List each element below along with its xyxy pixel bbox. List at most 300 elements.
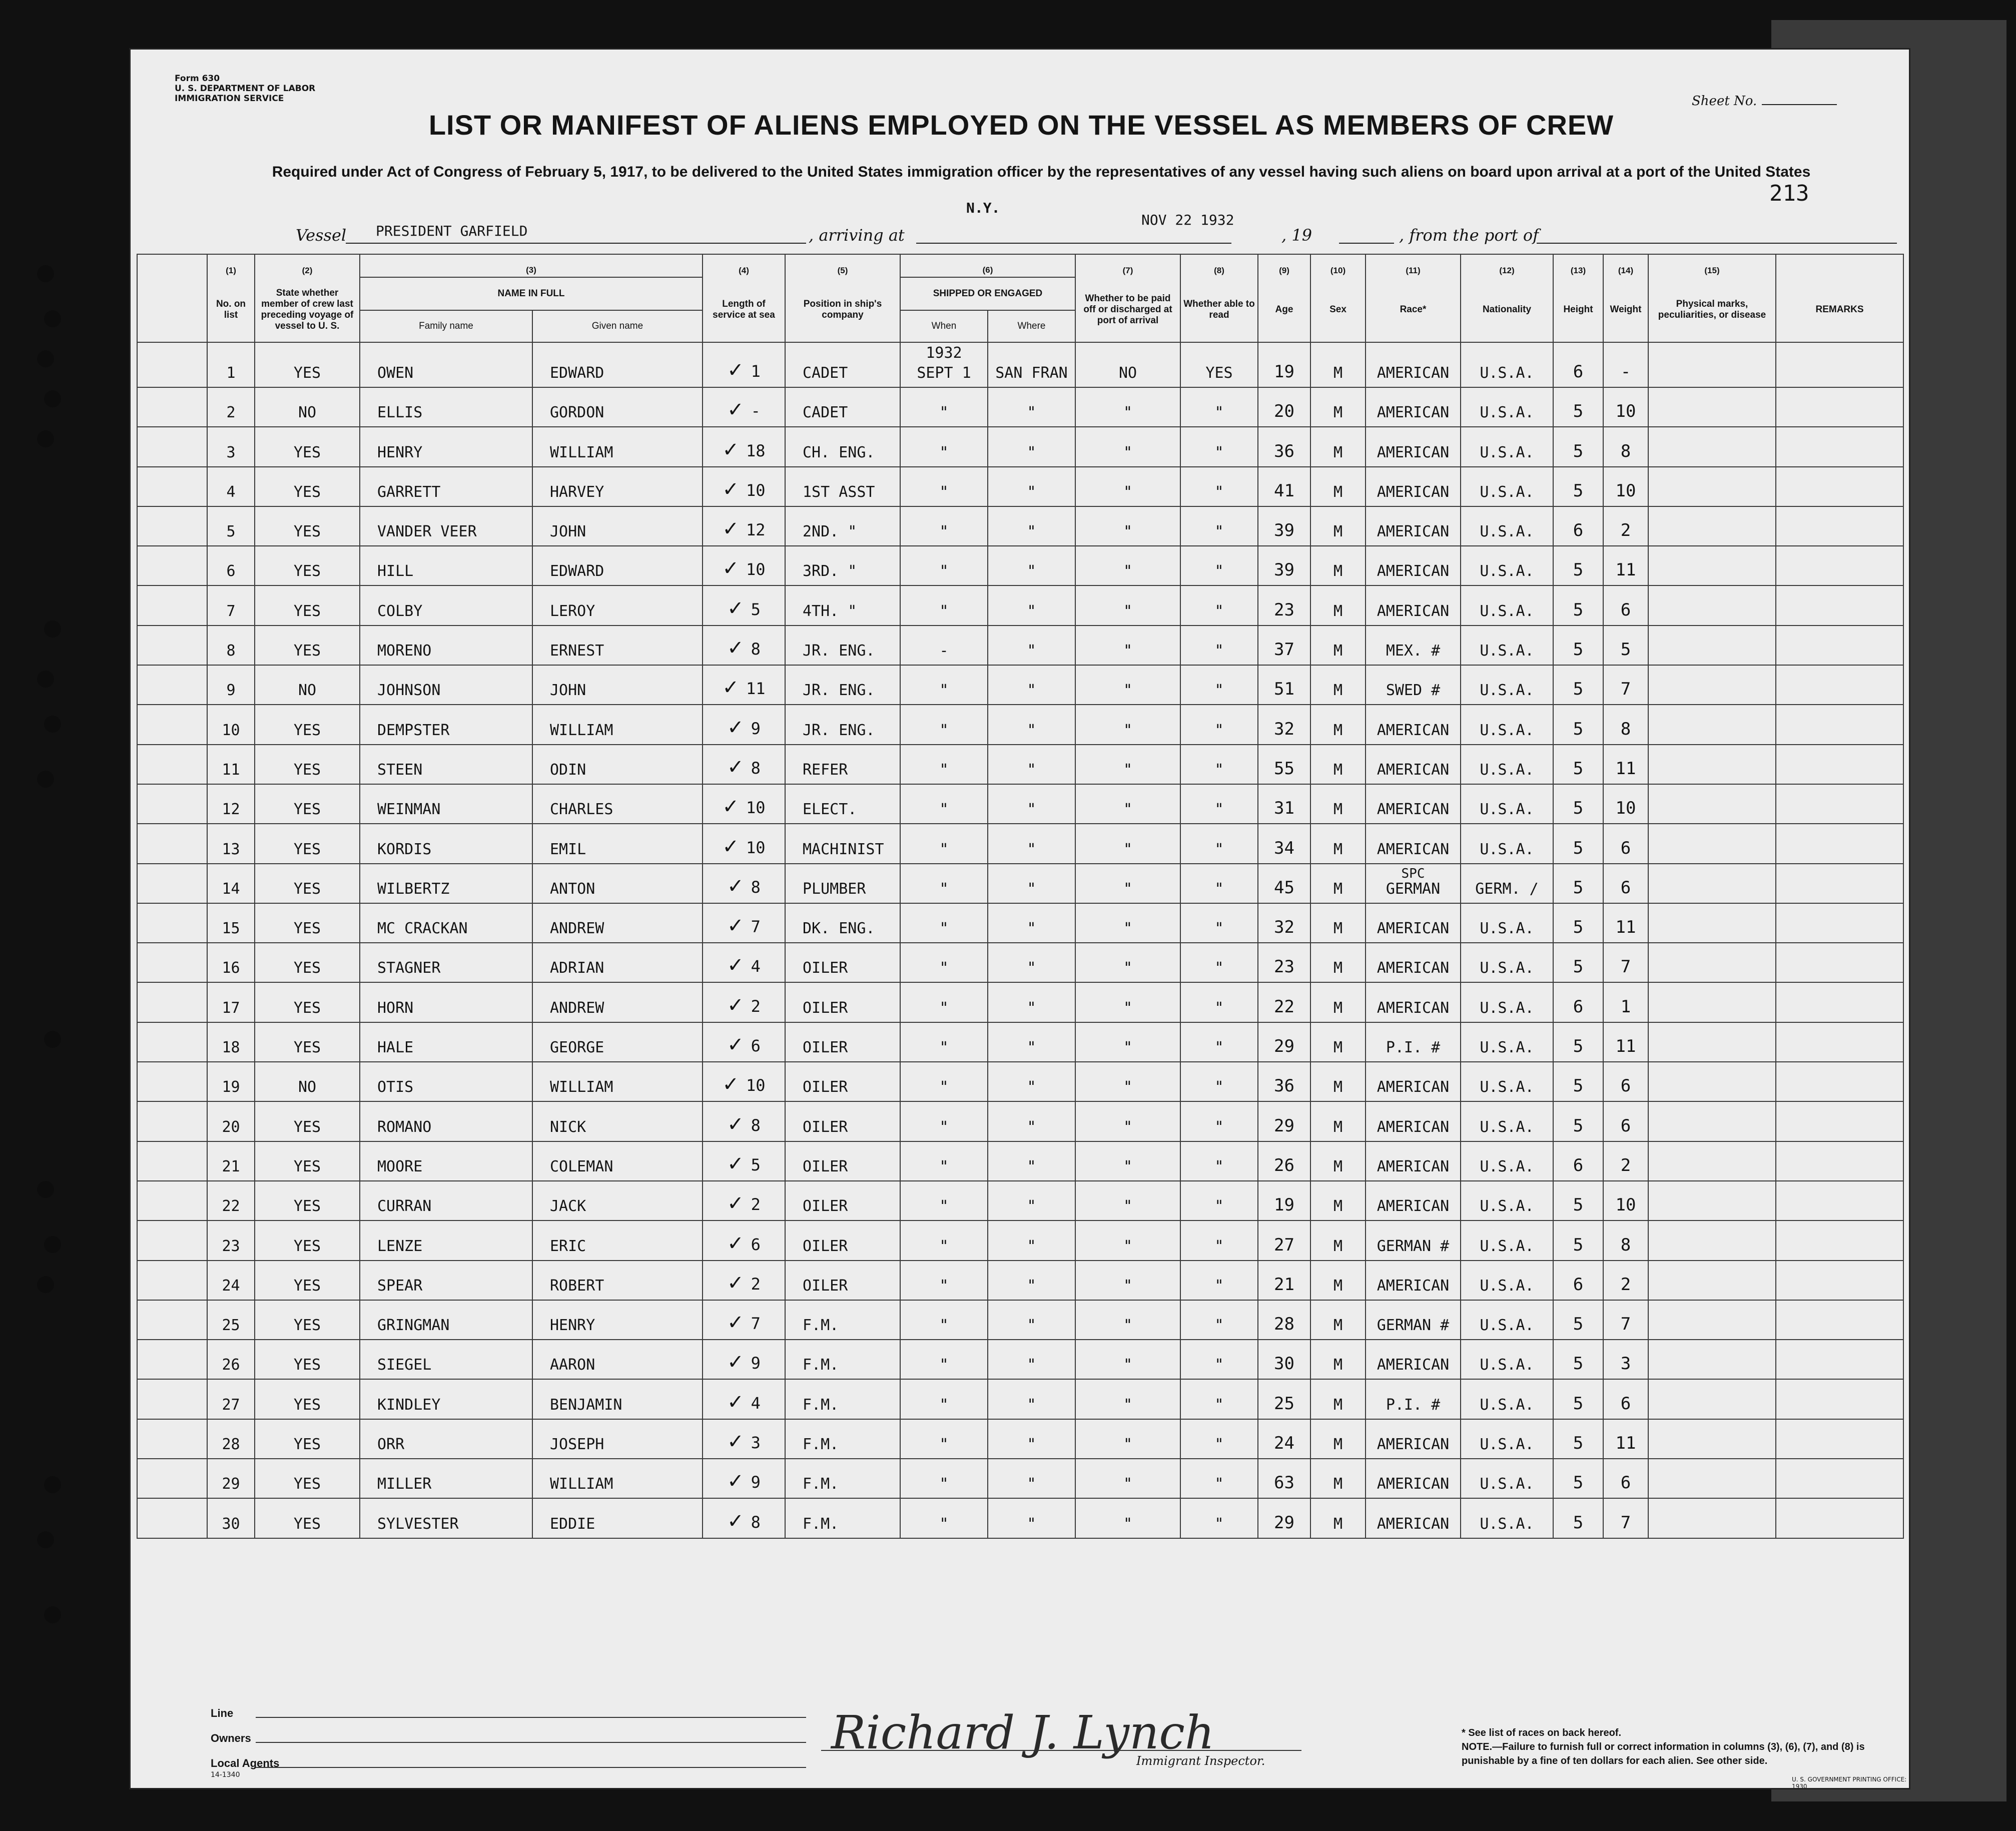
sex-cell: M: [1310, 982, 1366, 1022]
family-name-cell: OWEN: [360, 342, 532, 387]
paid-off-cell: ": [1075, 546, 1180, 585]
service-length: -: [751, 401, 761, 421]
nationality-cell: U.S.A.: [1461, 387, 1553, 427]
shipped-where-cell: ": [988, 1379, 1075, 1419]
remarks-cell: [1776, 982, 1903, 1022]
height-cell: 5: [1553, 427, 1603, 466]
footer-notes: [1462, 1726, 1902, 1768]
shipped-when-cell: ": [900, 1101, 988, 1141]
given-name-cell: WILLIAM: [532, 427, 703, 466]
paid-off-cell: ": [1075, 1498, 1180, 1538]
weight-cell: 7: [1603, 1300, 1648, 1340]
shipped-when-cell: ": [900, 387, 988, 427]
inspector-title: Immigrant Inspector.: [1136, 1754, 1265, 1768]
family-name-cell: WEINMAN: [360, 784, 532, 824]
age-cell: 34: [1258, 824, 1310, 863]
race-cell: [1366, 864, 1461, 903]
family-name-cell: GARRETT: [360, 467, 532, 506]
age-cell: 55: [1258, 745, 1310, 784]
service-length: 6: [751, 1235, 761, 1254]
shipped-when-cell: -: [900, 626, 988, 665]
shipped-where-cell: ": [988, 824, 1075, 863]
row-number-cell: 5: [207, 506, 255, 546]
table-row: [137, 1300, 1903, 1340]
paid-off-cell: ": [1075, 665, 1180, 705]
family-name-cell: MILLER: [360, 1459, 532, 1498]
state-member-cell: YES: [255, 1498, 360, 1538]
height-cell: 5: [1553, 824, 1603, 863]
height-cell: 5: [1553, 1220, 1603, 1260]
age-cell: 63: [1258, 1459, 1310, 1498]
weight-cell: 11: [1603, 745, 1648, 784]
nationality-cell: GERM. /: [1461, 864, 1553, 903]
given-name-cell: WILLIAM: [532, 1062, 703, 1101]
sex-cell: M: [1310, 427, 1366, 466]
row-number-cell: 7: [207, 585, 255, 625]
age-cell: 36: [1258, 1062, 1310, 1101]
position-cell: OILER: [785, 1181, 900, 1220]
header-shipped-engaged: SHIPPED OR ENGAGED: [900, 277, 1075, 310]
remarks-cell: [1776, 665, 1903, 705]
punch-hole-icon: [37, 430, 54, 447]
paid-off-cell: ": [1075, 864, 1180, 903]
weight-cell: 1: [1603, 982, 1648, 1022]
shipped-where-cell: ": [988, 546, 1075, 585]
able-to-read-cell: ": [1180, 1261, 1258, 1300]
given-name-cell: ODIN: [532, 745, 703, 784]
race-cell: AMERICAN: [1366, 943, 1461, 982]
col-num-14: (14): [1603, 254, 1648, 277]
race-cell: AMERICAN: [1366, 506, 1461, 546]
nationality-cell: U.S.A.: [1461, 943, 1553, 982]
given-name-cell: AARON: [532, 1340, 703, 1379]
age-cell: 36: [1258, 427, 1310, 466]
remarks-cell: [1776, 943, 1903, 982]
race-cell: AMERICAN: [1366, 784, 1461, 824]
weight-cell: 2: [1603, 506, 1648, 546]
sex-cell: M: [1310, 342, 1366, 387]
shipped-when-cell: ": [900, 1459, 988, 1498]
margin-cell: [137, 982, 207, 1022]
weight-cell: 6: [1603, 585, 1648, 625]
state-member-cell: YES: [255, 982, 360, 1022]
able-to-read-cell: ": [1180, 1022, 1258, 1062]
family-name-cell: LENZE: [360, 1220, 532, 1260]
service-name: IMMIGRATION SERVICE: [175, 94, 284, 104]
height-cell: 5: [1553, 1022, 1603, 1062]
form-small-number: 14-1340: [211, 1771, 240, 1779]
shipped-when-cell: ": [900, 1379, 988, 1419]
given-name-cell: NICK: [532, 1101, 703, 1141]
remarks-cell: [1776, 546, 1903, 585]
given-name-cell: EDWARD: [532, 546, 703, 585]
punch-hole-icon: [44, 1031, 61, 1048]
family-name-cell: HALE: [360, 1022, 532, 1062]
position-cell: MACHINIST: [785, 824, 900, 863]
paid-off-cell: ": [1075, 745, 1180, 784]
remarks-cell: [1776, 1101, 1903, 1141]
header-state-member: State whether member of crew last preceding voyage of vessel to U. S.: [255, 277, 360, 342]
margin-cell: [137, 745, 207, 784]
nationality-cell: U.S.A.: [1461, 342, 1553, 387]
row-number-cell: 13: [207, 824, 255, 863]
service-length: 6: [751, 1036, 761, 1056]
remarks-cell: [1776, 864, 1903, 903]
service-length: 4: [751, 957, 761, 976]
weight-cell: 7: [1603, 1498, 1648, 1538]
physical-marks-cell: [1648, 864, 1776, 903]
remarks-cell: [1776, 1062, 1903, 1101]
shipped-where-cell: ": [988, 506, 1075, 546]
service-length: 7: [751, 1314, 761, 1334]
vessel-name: PRESIDENT GARFIELD: [376, 223, 528, 239]
margin-cell: [137, 585, 207, 625]
shipped-when-cell: ": [900, 705, 988, 744]
table-row: [137, 626, 1903, 665]
state-member-cell: YES: [255, 1419, 360, 1459]
able-to-read-cell: ": [1180, 387, 1258, 427]
able-to-read-cell: ": [1180, 903, 1258, 943]
page-subtitle: Required under Act of Congress of February 5, 1917, to be delivered to the United States immigration officer by the representatives of any vessel having such aliens on board upon arrival at a port of the United States: [272, 164, 1811, 180]
shipped-where-cell: ": [988, 784, 1075, 824]
nationality-cell: U.S.A.: [1461, 745, 1553, 784]
race-cell: SWED #: [1366, 665, 1461, 705]
physical-marks-cell: [1648, 1300, 1776, 1340]
weight-cell: 10: [1603, 467, 1648, 506]
nationality-cell: U.S.A.: [1461, 1340, 1553, 1379]
physical-marks-cell: [1648, 705, 1776, 744]
col-num-11: (11): [1366, 254, 1461, 277]
height-cell: 5: [1553, 1379, 1603, 1419]
race-value: GERMAN: [1386, 880, 1441, 898]
shipped-when-cell: ": [900, 1022, 988, 1062]
given-name-cell: ERNEST: [532, 626, 703, 665]
shipped-when-cell: ": [900, 467, 988, 506]
shipped-where-cell: ": [988, 1101, 1075, 1141]
position-cell: F.M.: [785, 1340, 900, 1379]
height-cell: 5: [1553, 1419, 1603, 1459]
punch-hole-icon: [44, 1606, 61, 1623]
family-name-cell: OTIS: [360, 1062, 532, 1101]
height-cell: 5: [1553, 467, 1603, 506]
check-mark-icon: ✓: [727, 1351, 744, 1374]
position-cell: OILER: [785, 1062, 900, 1101]
crew-rows: [137, 342, 1903, 1538]
position-cell: OILER: [785, 1101, 900, 1141]
owners-label: Owners: [211, 1732, 251, 1744]
physical-marks-cell: [1648, 506, 1776, 546]
shipped-when-cell: ": [900, 546, 988, 585]
table-row: [137, 1419, 1903, 1459]
nationality-cell: U.S.A.: [1461, 626, 1553, 665]
remarks-cell: [1776, 745, 1903, 784]
header-physical-marks: Physical marks, peculiarities, or disease: [1648, 277, 1776, 342]
position-cell: F.M.: [785, 1459, 900, 1498]
row-number-cell: 11: [207, 745, 255, 784]
age-cell: 32: [1258, 903, 1310, 943]
age-cell: 41: [1258, 467, 1310, 506]
paid-off-cell: ": [1075, 1300, 1180, 1340]
physical-marks-cell: [1648, 665, 1776, 705]
height-cell: 5: [1553, 1300, 1603, 1340]
given-name-cell: JACK: [532, 1181, 703, 1220]
service-length: 2: [751, 1274, 761, 1294]
race-cell: AMERICAN: [1366, 1498, 1461, 1538]
service-check-cell: [703, 1220, 785, 1260]
given-name-cell: JOHN: [532, 665, 703, 705]
shipped-where-cell: ": [988, 387, 1075, 427]
paid-off-cell: ": [1075, 1181, 1180, 1220]
service-check-cell: [703, 1181, 785, 1220]
shipped-where-cell: ": [988, 1181, 1075, 1220]
service-check-cell: [703, 1300, 785, 1340]
weight-cell: 10: [1603, 1181, 1648, 1220]
family-name-cell: SPEAR: [360, 1261, 532, 1300]
punch-hole-icon: [37, 1181, 54, 1198]
service-check-cell: [703, 943, 785, 982]
family-name-cell: VANDER VEER: [360, 506, 532, 546]
given-name-cell: WILLIAM: [532, 1459, 703, 1498]
service-length: 8: [751, 1512, 761, 1532]
shipped-when-cell: ": [900, 824, 988, 863]
able-to-read-cell: ": [1180, 506, 1258, 546]
height-cell: 5: [1553, 1101, 1603, 1141]
service-length: 18: [746, 441, 766, 460]
table-row: [137, 1261, 1903, 1300]
note-races: * See list of races on back hereof.: [1462, 1727, 1622, 1738]
service-length: 11: [746, 679, 766, 699]
service-length: 10: [746, 798, 766, 818]
header-paid-off: Whether to be paid off or discharged at port of arrival: [1075, 277, 1180, 342]
check-mark-icon: ✓: [722, 835, 739, 858]
sex-cell: M: [1310, 1379, 1366, 1419]
sex-cell: M: [1310, 1022, 1366, 1062]
service-check-cell: [703, 1101, 785, 1141]
race-cell: AMERICAN: [1366, 1459, 1461, 1498]
able-to-read-cell: YES: [1180, 342, 1258, 387]
state-member-cell: YES: [255, 745, 360, 784]
service-length: 12: [746, 520, 766, 540]
margin-cell: [137, 1062, 207, 1101]
margin-cell: [137, 1101, 207, 1141]
service-length: 10: [746, 1076, 766, 1095]
race-cell: GERMAN #: [1366, 1220, 1461, 1260]
paid-off-cell: ": [1075, 1022, 1180, 1062]
nationality-cell: U.S.A.: [1461, 427, 1553, 466]
punch-hole-icon: [44, 716, 61, 733]
margin-cell: [137, 1498, 207, 1538]
able-to-read-cell: ": [1180, 705, 1258, 744]
table-row: [137, 1101, 1903, 1141]
row-number-cell: 29: [207, 1459, 255, 1498]
age-cell: 45: [1258, 864, 1310, 903]
sex-cell: M: [1310, 1141, 1366, 1181]
shipped-when-cell: ": [900, 585, 988, 625]
weight-cell: 6: [1603, 824, 1648, 863]
service-check-cell: [703, 1141, 785, 1181]
table-row: [137, 1459, 1903, 1498]
physical-marks-cell: [1648, 1062, 1776, 1101]
table-row: [137, 745, 1903, 784]
position-cell: OILER: [785, 943, 900, 982]
manifest-sheet: [129, 48, 1910, 1789]
service-length: 8: [751, 758, 761, 778]
service-length: 10: [746, 838, 766, 857]
paid-off-cell: NO: [1075, 342, 1180, 387]
shipped-where-cell: ": [988, 665, 1075, 705]
col-num-12: (12): [1461, 254, 1553, 277]
position-cell: CADET: [785, 342, 900, 387]
able-to-read-cell: ": [1180, 982, 1258, 1022]
row-number-cell: 25: [207, 1300, 255, 1340]
header-weight: Weight: [1603, 277, 1648, 342]
race-cell: AMERICAN: [1366, 705, 1461, 744]
check-mark-icon: ✓: [727, 1232, 744, 1255]
owners-underline: [256, 1742, 806, 1743]
weight-cell: 6: [1603, 1101, 1648, 1141]
service-check-cell: [703, 705, 785, 744]
position-cell: OILER: [785, 1141, 900, 1181]
row-number-cell: 10: [207, 705, 255, 744]
shipped-when-cell: ": [900, 943, 988, 982]
height-cell: 5: [1553, 864, 1603, 903]
state-member-cell: YES: [255, 1340, 360, 1379]
from-port-underline: [1537, 243, 1897, 244]
service-length: 9: [751, 1473, 761, 1492]
paid-off-cell: ": [1075, 943, 1180, 982]
service-check-cell: [703, 342, 785, 387]
margin-cell: [137, 665, 207, 705]
able-to-read-cell: ": [1180, 943, 1258, 982]
row-number-cell: 12: [207, 784, 255, 824]
service-check-cell: [703, 427, 785, 466]
family-name-cell: MORENO: [360, 626, 532, 665]
punch-hole-icon: [44, 310, 61, 327]
check-mark-icon: ✓: [727, 1112, 744, 1136]
service-length: 8: [751, 877, 761, 897]
position-cell: CADET: [785, 387, 900, 427]
header-position: Position in ship's company: [785, 277, 900, 342]
col-num-5: (5): [785, 254, 900, 277]
height-cell: 5: [1553, 626, 1603, 665]
shipped-when-cell: ": [900, 1261, 988, 1300]
race-cell: AMERICAN: [1366, 903, 1461, 943]
sex-cell: M: [1310, 467, 1366, 506]
physical-marks-cell: [1648, 982, 1776, 1022]
physical-marks-cell: [1648, 626, 1776, 665]
family-name-cell: HORN: [360, 982, 532, 1022]
row-number-cell: 15: [207, 903, 255, 943]
page-title: LIST OR MANIFEST OF ALIENS EMPLOYED ON THE VESSEL AS MEMBERS OF CREW: [428, 109, 1614, 141]
height-cell: 6: [1553, 1261, 1603, 1300]
paid-off-cell: ": [1075, 824, 1180, 863]
check-mark-icon: ✓: [722, 557, 739, 580]
service-check-cell: [703, 745, 785, 784]
check-mark-icon: ✓: [727, 1192, 744, 1215]
margin-cell: [137, 824, 207, 863]
age-cell: 29: [1258, 1498, 1310, 1538]
row-number-cell: 8: [207, 626, 255, 665]
able-to-read-cell: ": [1180, 1340, 1258, 1379]
shipped-where-cell: ": [988, 1062, 1075, 1101]
check-mark-icon: ✓: [727, 1033, 744, 1057]
able-to-read-cell: ": [1180, 1141, 1258, 1181]
family-name-cell: KINDLEY: [360, 1379, 532, 1419]
state-member-cell: YES: [255, 342, 360, 387]
col-num-8: (8): [1180, 254, 1258, 277]
sex-cell: M: [1310, 864, 1366, 903]
height-cell: 5: [1553, 1340, 1603, 1379]
table-row: [137, 1498, 1903, 1538]
sex-cell: M: [1310, 1062, 1366, 1101]
physical-marks-cell: [1648, 1419, 1776, 1459]
paid-off-cell: ": [1075, 506, 1180, 546]
margin-cell: [137, 1141, 207, 1181]
shipped-when-cell: ": [900, 665, 988, 705]
given-name-cell: ANTON: [532, 864, 703, 903]
check-mark-icon: ✓: [722, 438, 739, 461]
form-number: Form 630: [175, 74, 220, 84]
arriving-label: , arriving at: [809, 226, 905, 245]
check-mark-icon: ✓: [722, 795, 739, 819]
shipped-when-cell: ": [900, 1498, 988, 1538]
row-number-cell: 14: [207, 864, 255, 903]
check-mark-icon: ✓: [727, 1430, 744, 1454]
able-to-read-cell: ": [1180, 626, 1258, 665]
margin-cell: [137, 1220, 207, 1260]
physical-marks-cell: [1648, 943, 1776, 982]
check-mark-icon: ✓: [727, 1152, 744, 1175]
paid-off-cell: ": [1075, 1220, 1180, 1260]
table-row: [137, 585, 1903, 625]
position-cell: F.M.: [785, 1379, 900, 1419]
age-cell: 26: [1258, 1141, 1310, 1181]
margin-cell: [137, 1340, 207, 1379]
family-name-cell: DEMPSTER: [360, 705, 532, 744]
weight-cell: 8: [1603, 705, 1648, 744]
weight-cell: 6: [1603, 1379, 1648, 1419]
able-to-read-cell: ": [1180, 467, 1258, 506]
shipped-when-cell: ": [900, 982, 988, 1022]
service-check-cell: [703, 1340, 785, 1379]
race-cell: AMERICAN: [1366, 546, 1461, 585]
physical-marks-cell: [1648, 1459, 1776, 1498]
shipped-where-cell: ": [988, 864, 1075, 903]
row-number-cell: 9: [207, 665, 255, 705]
paid-off-cell: ": [1075, 1101, 1180, 1141]
header-when: When: [900, 310, 988, 342]
check-mark-icon: ✓: [727, 914, 744, 938]
given-name-cell: HARVEY: [532, 467, 703, 506]
physical-marks-cell: [1648, 1220, 1776, 1260]
remarks-cell: [1776, 1181, 1903, 1220]
check-mark-icon: ✓: [722, 517, 739, 541]
physical-marks-cell: [1648, 427, 1776, 466]
weight-cell: 2: [1603, 1261, 1648, 1300]
state-member-cell: YES: [255, 626, 360, 665]
nationality-cell: U.S.A.: [1461, 467, 1553, 506]
age-cell: 24: [1258, 1419, 1310, 1459]
shipped-where-cell: ": [988, 1261, 1075, 1300]
margin-cell: [137, 467, 207, 506]
position-cell: JR. ENG.: [785, 705, 900, 744]
service-length: 4: [751, 1393, 761, 1413]
position-cell: 4TH. ": [785, 585, 900, 625]
from-port-label: , from the port of: [1399, 226, 1539, 245]
service-check-cell: [703, 387, 785, 427]
sex-cell: M: [1310, 1101, 1366, 1141]
service-check-cell: [703, 1419, 785, 1459]
